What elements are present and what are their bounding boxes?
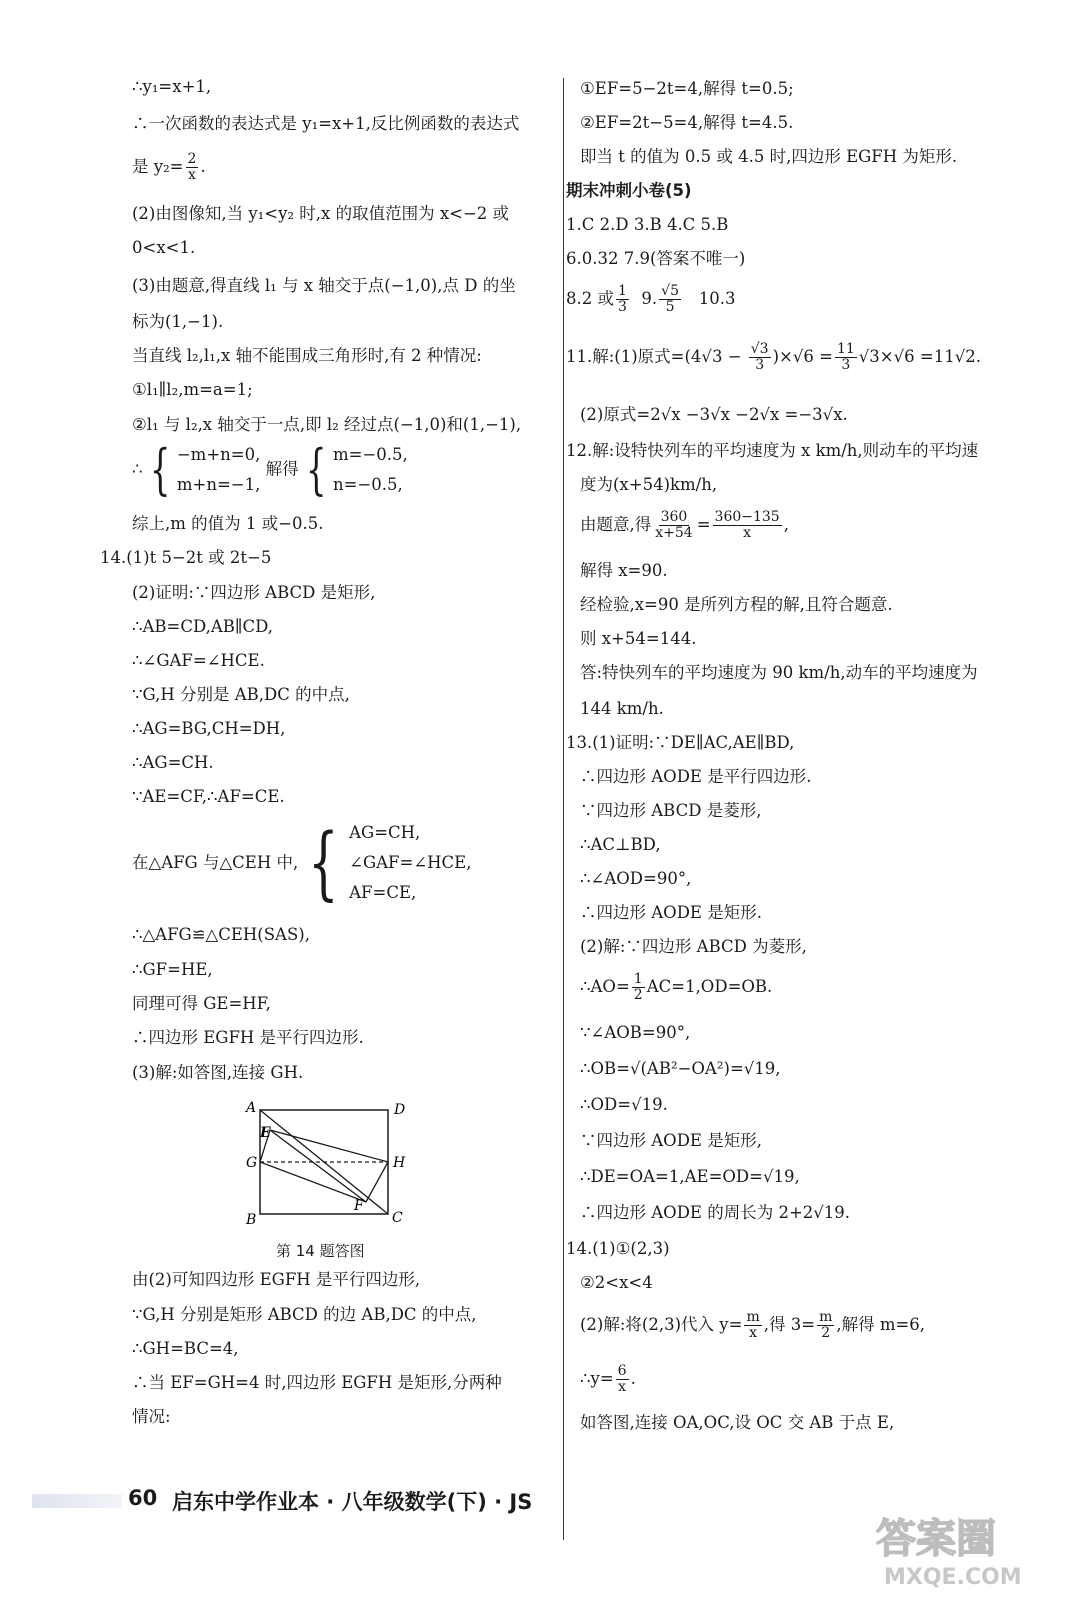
label-h: H xyxy=(393,1155,406,1171)
text-line: 当直线 l₂,l₁,x 轴不能围成三角形时,有 2 种情况: xyxy=(132,346,482,365)
text-line: ∴四边形 AODE 是平行四边形. xyxy=(580,767,812,786)
equation: m=−0.5, xyxy=(332,445,408,464)
watermark-logo xyxy=(866,1510,1076,1592)
text-line: ②2<x<4 xyxy=(580,1273,653,1292)
text-span: , xyxy=(783,515,789,534)
text-line: 同理可得 GE=HF, xyxy=(132,994,271,1013)
numerator: 11 xyxy=(836,341,855,357)
text-line: (2)由图像知,当 y₁<y₂ 时,x 的取值范围为 x<−2 或 xyxy=(132,204,510,223)
text-line: ①EF=5−2t=4,解得 t=0.5; xyxy=(580,79,794,98)
text-line: 14.(1)t 5−2t 或 2t−5 xyxy=(100,548,272,567)
equation-line xyxy=(580,510,789,541)
geometry-figure xyxy=(240,1100,430,1230)
segment-ef xyxy=(270,1130,366,1202)
fraction xyxy=(713,510,782,541)
text-line: 是 y₂= $\frac{2}{x}$ . xyxy=(132,151,206,183)
footer-decoration xyxy=(32,1494,122,1508)
figure-caption: 第 14 题答图 xyxy=(276,1242,365,1260)
text-line: 如答图,连接 OA,OC,设 OC 交 AB 于点 E, xyxy=(580,1413,895,1432)
text-line: ∵四边形 AODE 是矩形, xyxy=(580,1131,762,1150)
text-span: 9. xyxy=(641,289,658,308)
text-span: 由题意,得 xyxy=(580,515,652,534)
denominator: 2 xyxy=(633,987,643,1003)
text-line: ∴当 EF=GH=4 时,四边形 EGFH 是矩形,分两种 xyxy=(132,1373,502,1392)
numerator: 1 xyxy=(633,971,643,987)
denominator: x xyxy=(188,167,196,183)
denominator: 3 xyxy=(618,299,627,315)
system xyxy=(349,818,471,908)
text-line: 144 km/h. xyxy=(580,699,664,718)
text-line: 14.(1)①(2,3) xyxy=(566,1239,670,1258)
text-line: 综上,m 的值为 1 或−0.5. xyxy=(132,514,324,533)
label-g: G xyxy=(246,1155,258,1171)
text-span: 解得 xyxy=(265,459,299,479)
denominator: 3 xyxy=(841,357,851,373)
text-span: )×√6 = xyxy=(772,347,833,366)
denominator: 3 xyxy=(755,357,765,373)
text-line: (2)证明:∵四边形 ABCD 是矩形, xyxy=(132,583,376,602)
fraction xyxy=(616,284,629,315)
text-line: (3)解:如答图,连接 GH. xyxy=(132,1063,304,1082)
quadrilateral-egfh xyxy=(260,1130,388,1202)
equation: AG=CH, xyxy=(349,823,421,842)
book-title: 启东中学作业本 · 八年级数学(下) · JS xyxy=(172,1490,533,1514)
page-number: 60 xyxy=(128,1486,158,1510)
fraction xyxy=(817,1310,834,1341)
congruence-system xyxy=(132,818,471,908)
text-line: ∴AG=BG,CH=DH, xyxy=(132,719,286,738)
text-line: ∴GH=BC=4, xyxy=(132,1339,239,1358)
denominator: x xyxy=(618,1379,627,1395)
text-line: 0<x<1. xyxy=(132,238,196,257)
numerator: √3 xyxy=(750,341,769,357)
text-line: 12.解:设特快列车的平均速度为 x km/h,则动车的平均速 xyxy=(566,441,979,460)
text-span: ∴y= xyxy=(580,1369,614,1388)
text-span: (2)解:将(2,3)代入 y= xyxy=(580,1315,743,1334)
watermark-url: MXQE.COM xyxy=(884,1565,1022,1590)
text-line: ∴AG=CH. xyxy=(132,753,214,772)
denominator: x+54 xyxy=(655,525,693,541)
text-line: ∵四边形 ABCD 是菱形, xyxy=(580,801,762,820)
text-line: ∴四边形 AODE 是矩形. xyxy=(580,903,762,922)
fraction xyxy=(749,342,771,373)
text-line: ∵G,H 分别是矩形 ABCD 的边 AB,DC 的中点, xyxy=(132,1305,477,1324)
text-span: ∴AO= xyxy=(580,977,630,996)
text-line: 由(2)可知四边形 EGFH 是平行四边形, xyxy=(132,1270,421,1289)
fraction xyxy=(653,510,694,541)
equation-line xyxy=(580,972,772,1003)
label-c: C xyxy=(392,1210,403,1226)
equation-line xyxy=(580,1310,925,1341)
fraction xyxy=(659,284,681,315)
text-line: ∵AE=CF,∴AF=CE. xyxy=(132,787,285,806)
text-line: 标为(1,−1). xyxy=(132,312,224,331)
answer-line: 6.0.32 7.9(答案不唯一) xyxy=(566,249,746,268)
equation: n=−0.5, xyxy=(332,475,403,494)
text-span: √3×√6 =11√2. xyxy=(858,347,981,366)
brace: { xyxy=(149,438,170,501)
text-line: ∴一次函数的表达式是 y₁=x+1,反比例函数的表达式 xyxy=(132,114,520,133)
equation: −m+n=0, xyxy=(176,445,261,464)
text-span: 8.2 或 xyxy=(566,289,614,308)
watermark-text: 答案圈 xyxy=(876,1516,996,1562)
text-span: 在△AFG 与△CEH 中, xyxy=(132,853,299,872)
equation-line xyxy=(580,1364,636,1395)
text-span: . xyxy=(630,1369,636,1388)
text-line: 则 x+54=144. xyxy=(580,629,697,648)
numerator: 1 xyxy=(618,283,627,299)
fraction xyxy=(616,1364,629,1395)
numerator: m xyxy=(746,1309,760,1325)
equation: ∠GAF=∠HCE, xyxy=(349,853,472,872)
text-line: 即当 t 的值为 0.5 或 4.5 时,四边形 EGFH 为矩形. xyxy=(580,147,958,166)
text-line: ∴△AFG≌△CEH(SAS), xyxy=(132,925,310,944)
text-line: 经检验,x=90 是所列方程的解,且符合题意. xyxy=(580,595,893,614)
solution-line xyxy=(566,342,981,373)
text-line: ∴四边形 EGFH 是平行四边形. xyxy=(132,1028,364,1047)
label-b: B xyxy=(246,1212,257,1228)
text-span: ,解得 m=6, xyxy=(836,1315,926,1334)
numerator: 360−135 xyxy=(714,509,780,525)
equation-system: ∴ { −m+n=0, m+n=−1, 解得 { m=−0.5, n=−0.5, xyxy=(132,438,408,501)
fraction xyxy=(186,152,199,183)
section-title: 期末冲刺小卷(5) xyxy=(566,181,692,200)
text-line: 情况: xyxy=(132,1407,171,1426)
text-line: 度为(x+54)km/h, xyxy=(580,475,718,494)
denominator: x xyxy=(749,1325,758,1341)
brace: { xyxy=(308,816,339,909)
text-line: ①l₁∥l₂,m=a=1; xyxy=(132,380,253,399)
answer-line: 1.C 2.D 3.B 4.C 5.B xyxy=(566,215,729,234)
text-span: 是 y₂= xyxy=(132,157,184,176)
text-span: ,得 3= xyxy=(763,1315,816,1334)
fraction xyxy=(744,1310,761,1341)
numerator: 6 xyxy=(617,1363,627,1379)
text-span: = xyxy=(696,515,711,534)
text-line: ∴GF=HE, xyxy=(132,960,213,979)
system-left xyxy=(177,440,261,500)
denominator: 2 xyxy=(821,1325,831,1341)
label-d: D xyxy=(394,1102,406,1118)
equation: m+n=−1, xyxy=(176,475,261,494)
text-line: (3)由题意,得直线 l₁ 与 x 轴交于点(−1,0),点 D 的坐 xyxy=(132,276,516,295)
denominator: 5 xyxy=(665,299,675,315)
numerator: 2 xyxy=(187,151,197,167)
text-line: ∴AC⊥BD, xyxy=(580,835,661,854)
text-line: ∴OD=√19. xyxy=(580,1095,668,1114)
text-line: ②l₁ 与 l₂,x 轴交于一点,即 l₂ 经过点(−1,0)和(1,−1), xyxy=(132,415,522,434)
text-span: AC=1,OD=OB. xyxy=(646,977,773,996)
text-line: ∵∠AOB=90°, xyxy=(580,1023,691,1042)
text-line: 13.(1)证明:∵DE∥AC,AE∥BD, xyxy=(566,733,795,752)
text-line: 答:特快列车的平均速度为 90 km/h,动车的平均速度为 xyxy=(580,663,978,682)
text-line: ∴∠AOD=90°, xyxy=(580,869,692,888)
answer-line xyxy=(566,284,736,315)
denominator: x xyxy=(743,525,752,541)
numerator: √5 xyxy=(661,283,679,299)
text-line: (2)原式=2√x −3√x −2√x =−3√x. xyxy=(580,405,848,424)
text-line: ∵G,H 分别是 AB,DC 的中点, xyxy=(132,685,350,704)
text-line: 解得 x=90. xyxy=(580,561,668,580)
text-line: (2)解:∵四边形 ABCD 为菱形, xyxy=(580,937,807,956)
label-e: E xyxy=(260,1125,271,1141)
label-f: F xyxy=(354,1198,364,1214)
text-line: ∴四边形 AODE 的周长为 2+2√19. xyxy=(580,1203,851,1222)
label-a: A xyxy=(246,1100,257,1116)
text-line: ②EF=2t−5=4,解得 t=4.5. xyxy=(580,113,794,132)
text-line: ∴DE=OA=1,AE=OD=√19, xyxy=(580,1167,800,1186)
numerator: m xyxy=(819,1309,833,1325)
numerator: 360 xyxy=(660,509,688,525)
column-divider xyxy=(563,78,564,1540)
text-line: ∴∠GAF=∠HCE. xyxy=(132,651,265,670)
fraction xyxy=(632,972,645,1003)
brace: { xyxy=(305,438,327,501)
text-span: 10.3 xyxy=(698,289,736,308)
text-span: 11.解:(1)原式=(4√3 − xyxy=(566,347,747,366)
system-right xyxy=(333,440,408,500)
text-line: ∴OB=√(AB²−OA²)=√19, xyxy=(580,1059,781,1078)
text-line: ∴y₁=x+1, xyxy=(132,77,212,96)
equation: AF=CE, xyxy=(349,883,417,902)
fraction xyxy=(835,342,857,373)
text-line: ∴AB=CD,AB∥CD, xyxy=(132,617,274,636)
